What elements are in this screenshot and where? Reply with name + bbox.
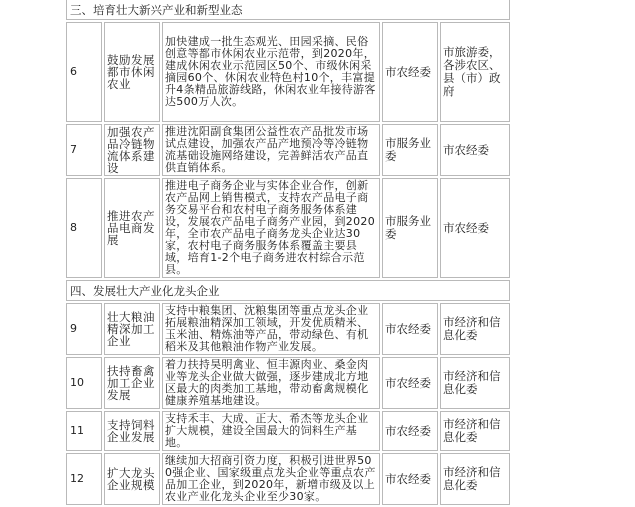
table-row (66, 178, 510, 278)
task-name: 壮大粮油精深加工企业 (104, 303, 160, 355)
lead-unit: 市服务业委 (382, 178, 438, 278)
table-row (66, 303, 510, 355)
cooperating-unit: 市农经委 (440, 124, 510, 176)
table-row (66, 124, 510, 176)
section-row (66, 0, 510, 20)
task-content: 继续加大招商引资力度，积极引进世界500强企业、国家级重点龙头企业等重点农产品加工企业，到2020年，新增市级及以上农业产业化龙头企业至少30家。 (162, 453, 380, 505)
cooperating-unit: 市农经委 (440, 178, 510, 278)
task-content: 推进电子商务企业与实体企业合作，创新农产品网上销售模式，支持农产品电子商务交易平台和农村电子商务服务体系建设，发展农产品电子商务产业园，到2020年，全市农产品电子商务龙头企业达30家，农村电子商务服务体系覆盖主要县域，培育1-2个电子商务进农村综合示范县。 (162, 178, 380, 278)
table-row (66, 357, 510, 409)
table-row (66, 453, 510, 505)
cooperating-unit: 市旅游委，各涉农区、县（市）政府 (440, 22, 510, 122)
row-number: 10 (66, 357, 102, 409)
table-row (66, 22, 510, 122)
cooperating-unit: 市经济和信息化委 (440, 357, 510, 409)
task-content: 着力扶持昊明禽业、恒丰源肉业、桑金肉业等龙头企业做大做强，逐步建成北方地区最大的肉类加工基地，带动畜禽规模化健康养殖基地建设。 (162, 357, 380, 409)
task-name: 推进农产品电商发展 (104, 178, 160, 278)
section-row (66, 280, 510, 301)
task-content: 加快建成一批生态观光、田园采摘、民俗创意等都市休闲农业示范带，到2020年，建成休闲农业示范园区50个、市级休闲采摘园60个、休闲农业特色村10个，丰富提升4条精品旅游线路，休闲农业年接待游客达500万人次。 (162, 22, 380, 122)
task-name: 支持饲料企业发展 (104, 411, 160, 451)
task-name: 加强农产品冷链物流体系建设 (104, 124, 160, 176)
task-name: 扩大龙头企业规模 (104, 453, 160, 505)
table-row (66, 411, 510, 451)
task-content: 支持禾丰、大成、正大、希杰等龙头企业扩大规模，建设全国最大的饲料生产基地。 (162, 411, 380, 451)
lead-unit: 市农经委 (382, 453, 438, 505)
cooperating-unit: 市经济和信息化委 (440, 411, 510, 451)
row-number: 9 (66, 303, 102, 355)
section-title: 三、培育壮大新兴产业和新型业态 (66, 0, 510, 20)
row-number: 12 (66, 453, 102, 505)
row-number: 7 (66, 124, 102, 176)
section-title: 四、发展壮大产业化龙头企业 (66, 280, 510, 301)
cooperating-unit: 市经济和信息化委 (440, 303, 510, 355)
row-number: 6 (66, 22, 102, 122)
policy-task-table (64, 0, 512, 507)
lead-unit: 市农经委 (382, 411, 438, 451)
row-number: 11 (66, 411, 102, 451)
cooperating-unit: 市经济和信息化委 (440, 453, 510, 505)
task-content: 推进沈阳副食集团公益性农产品批发市场试点建设，加强农产品产地预冷等冷链物流基础设施网络建设，完善鲜活农产品直供直销体系。 (162, 124, 380, 176)
lead-unit: 市服务业委 (382, 124, 438, 176)
task-content: 支持中粮集团、沈粮集团等重点龙头企业拓展粮油精深加工领域，开发优质精米、玉米油、精炼油等产品，带动绿色、有机稻米及其他粮油作物产业发展。 (162, 303, 380, 355)
row-number: 8 (66, 178, 102, 278)
lead-unit: 市农经委 (382, 22, 438, 122)
lead-unit: 市农经委 (382, 357, 438, 409)
task-name: 扶持畜禽加工企业发展 (104, 357, 160, 409)
lead-unit: 市农经委 (382, 303, 438, 355)
task-name: 鼓励发展都市休闲农业 (104, 22, 160, 122)
